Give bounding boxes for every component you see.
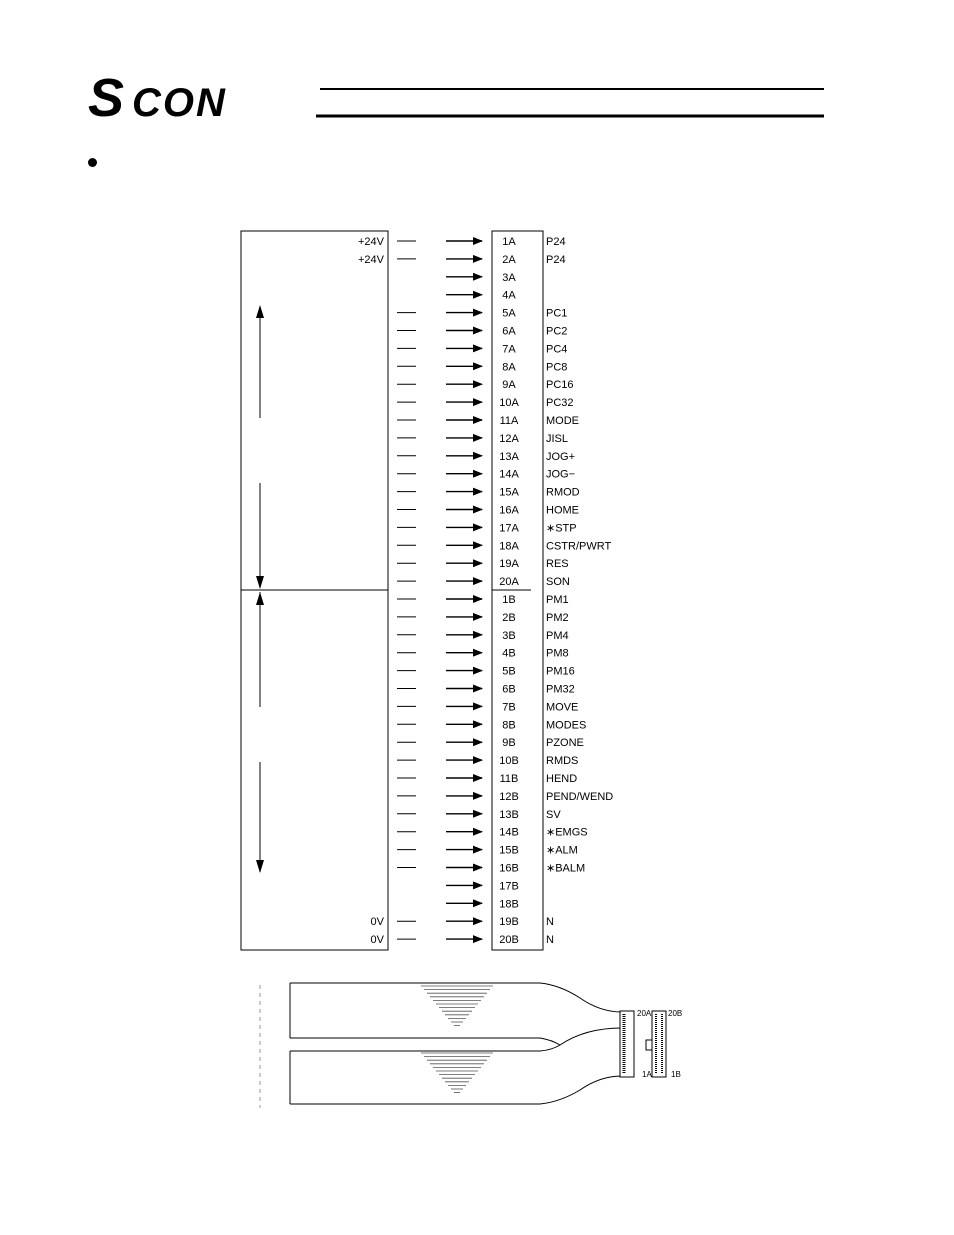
signal-name: JISL — [546, 432, 569, 445]
pin-row — [397, 809, 561, 821]
signal-name: PEND/WEND — [546, 790, 614, 803]
signal-name: HEND — [546, 773, 578, 785]
pin-number: 12A — [499, 432, 519, 445]
pin-number: 16B — [499, 862, 519, 875]
pin-number: 9B — [502, 737, 516, 750]
signal-name: CSTR/PWRT — [546, 540, 612, 553]
signal-name: PC16 — [546, 379, 574, 392]
pin-number: 6B — [502, 683, 516, 696]
pin-number: 17B — [499, 880, 519, 893]
pin-row — [397, 469, 575, 481]
signal-name: JOG+ — [546, 450, 576, 463]
pin-row — [397, 397, 574, 409]
power-label: 0V — [370, 916, 384, 929]
socket-body — [652, 1011, 666, 1077]
pin-number: 4A — [502, 289, 516, 302]
output-span-up-arrow — [256, 592, 264, 605]
pin-row — [446, 272, 516, 284]
power-label: +24V — [358, 253, 384, 266]
signal-name: ∗STP — [546, 522, 577, 535]
pin-row — [397, 487, 580, 499]
signal-name: RES — [546, 558, 569, 571]
signal-name: ∗ALM — [546, 844, 578, 857]
pin-row — [397, 505, 579, 517]
pin-row — [358, 236, 566, 248]
pin-row — [358, 254, 566, 266]
pin-rows — [358, 236, 613, 946]
signal-name: N — [546, 934, 554, 947]
pin-number: 20B — [499, 934, 519, 947]
signal-name: PM2 — [546, 611, 569, 624]
signal-name: P24 — [546, 253, 566, 266]
pin-row — [397, 755, 578, 767]
pin-row — [397, 415, 579, 427]
pin-number: 14A — [499, 468, 519, 481]
pin-number: 7B — [502, 701, 516, 714]
pin-row — [371, 934, 554, 946]
signal-name: MODES — [546, 719, 587, 732]
pin-row — [397, 308, 567, 320]
signal-name: SV — [546, 808, 561, 821]
pin-number: 15B — [499, 844, 519, 857]
upper-ribbon-bottom-edge — [290, 1038, 560, 1045]
pin-row — [397, 361, 567, 373]
pin-row — [397, 522, 577, 534]
pin-number: 17A — [499, 522, 519, 535]
pin-row — [397, 773, 577, 785]
pin-row — [397, 737, 584, 749]
pin-number: 16A — [499, 504, 519, 517]
pin-number: 4B — [502, 647, 516, 660]
input-span-down-arrow — [256, 576, 264, 589]
pin-number: 13A — [499, 450, 519, 463]
logo-letter-s: S — [88, 72, 125, 122]
pin-number: 3A — [502, 271, 516, 284]
pin-row — [397, 845, 578, 857]
pin-number: 5B — [502, 665, 516, 678]
pin-row — [371, 916, 554, 928]
signal-name: SON — [546, 576, 570, 589]
pin-number: 19A — [499, 558, 519, 571]
pin-number: 8B — [502, 719, 516, 732]
signal-name: ∗BALM — [546, 862, 586, 875]
pin-number: 11A — [499, 415, 519, 427]
signal-name: PM1 — [546, 594, 569, 606]
pin-row — [397, 343, 567, 355]
signal-name: PC1 — [546, 307, 568, 320]
signal-name: PC4 — [546, 343, 568, 356]
input-span-up-arrow — [256, 305, 264, 318]
pin-number: 19B — [499, 916, 519, 929]
signal-name: JOG− — [546, 468, 576, 481]
signal-name: PZONE — [546, 737, 584, 750]
pin-number: 10B — [499, 755, 519, 768]
pin-row — [397, 666, 575, 678]
power-label: 0V — [370, 934, 384, 947]
pin-number: 10A — [499, 397, 519, 410]
signal-name: PC2 — [546, 325, 568, 338]
connector-label-1a: 1A — [642, 1070, 652, 1079]
pin-number: 8A — [502, 361, 516, 374]
pin-row — [446, 290, 516, 302]
pin-number: 5A — [502, 307, 516, 320]
signal-name: N — [546, 916, 554, 929]
pin-row — [397, 540, 611, 552]
pin-row — [397, 701, 578, 713]
signal-name: PC8 — [546, 361, 568, 374]
pin-row — [397, 433, 568, 445]
pin-row — [397, 379, 574, 391]
logo-letters-con: CON — [132, 81, 227, 122]
flat-cable — [260, 983, 682, 1108]
cable-connector-body — [620, 1011, 634, 1077]
pin-number: 14B — [499, 826, 519, 839]
connector-label-1b: 1B — [671, 1070, 681, 1079]
pin-row — [397, 791, 613, 803]
pin-row — [397, 576, 570, 588]
signal-name: PC32 — [546, 397, 574, 410]
signal-name: P24 — [546, 236, 566, 248]
pin-number: 2B — [502, 611, 516, 624]
pin-number: 12B — [499, 790, 519, 803]
pin-number: 1B — [502, 594, 516, 606]
signal-name: PM8 — [546, 647, 569, 660]
pin-number: 9A — [502, 379, 516, 392]
signal-name: PM32 — [546, 683, 575, 696]
signal-name: MODE — [546, 415, 579, 427]
pin-row — [397, 326, 567, 338]
pin-number: 7A — [502, 343, 516, 356]
signal-name: RMOD — [546, 486, 580, 499]
pin-number: 3B — [502, 629, 516, 642]
pin-row — [397, 863, 585, 875]
pin-row — [397, 684, 575, 696]
pin-number: 11B — [499, 773, 519, 785]
signal-name: PM16 — [546, 665, 575, 678]
signal-name: HOME — [546, 504, 579, 517]
pin-row — [446, 898, 519, 910]
pin-number: 2A — [502, 253, 516, 266]
socket-key — [646, 1040, 652, 1050]
pin-number: 13B — [499, 808, 519, 821]
signal-name: RMDS — [546, 755, 579, 768]
power-label: +24V — [358, 236, 384, 248]
connector-label-20a: 20A — [637, 1009, 652, 1018]
pin-number: 6A — [502, 325, 516, 338]
pin-number: 18A — [499, 540, 519, 553]
pin-row — [397, 451, 575, 463]
signal-name: MOVE — [546, 701, 579, 714]
pin-number: 1A — [502, 236, 516, 248]
output-span-down-arrow — [256, 860, 264, 873]
lower-ribbon-bottom-edge — [290, 1076, 622, 1104]
pin-row — [446, 880, 519, 892]
pin-number: 20A — [499, 576, 519, 589]
pin-number: 15A — [499, 486, 519, 499]
ribbon-hatch-marks — [421, 986, 493, 1093]
connector-label-20b: 20B — [668, 1009, 683, 1018]
pin-number: 18B — [499, 898, 519, 911]
signal-name: ∗EMGS — [546, 826, 588, 839]
lower-ribbon-top-edge — [290, 1028, 622, 1051]
signal-name: PM4 — [546, 629, 569, 642]
